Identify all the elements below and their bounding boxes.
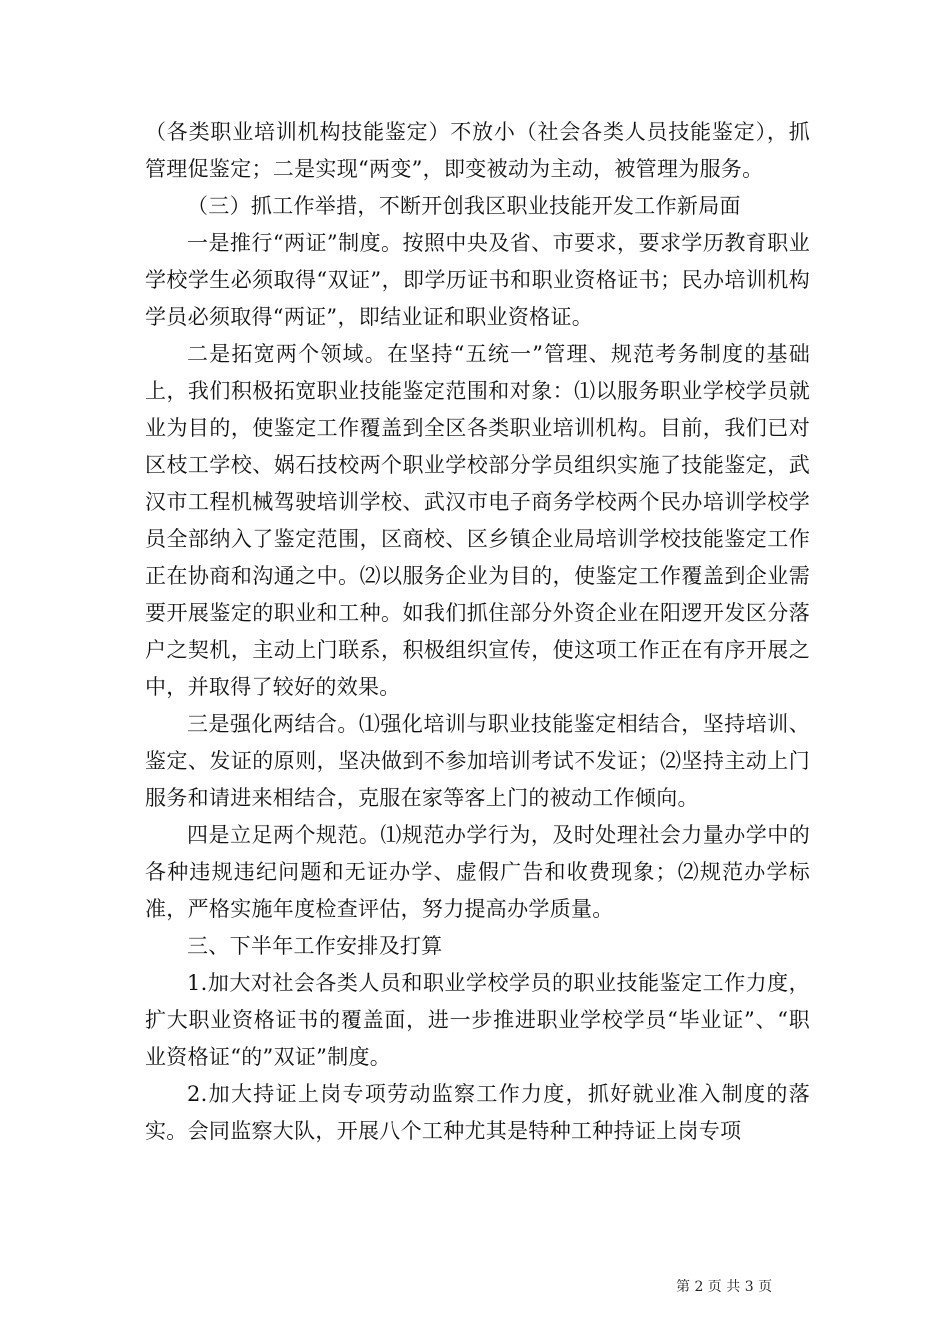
paragraph-two-standards: 四是立足两个规范。⑴规范办学行为，及时处理社会力量办学中的各种违规违纪问题和无证办学、虚假广告和收费现象；⑵规范办学标准，严格实施年度检查评估，努力提高办学质量。 bbox=[145, 823, 810, 921]
paragraph-1: （各类职业培训机构技能鉴定）不放小（社会各类人员技能鉴定），抓管理促鉴定；二是实现“两变”，即变被动为主动，被管理为服务。 bbox=[145, 120, 810, 181]
section-heading-plans: 三、下半年工作安排及打算 bbox=[187, 934, 443, 958]
plan-item-2: 2.加大持证上岗专项劳动监察工作力度，抓好就业准入制度的落实。会同监察大队，开展八个工种尤其是特种工种持证上岗专项 bbox=[145, 1082, 810, 1143]
paragraph-two-certificates: 一是推行“两证”制度。按照中央及省、市要求，要求学历教育职业学校学生必须取得“双证”，即学历证书和职业资格证书；民办培训机构学员必须取得“两证”，即结业证和职业资格证。 bbox=[145, 231, 810, 329]
paragraph-two-fields: 二是拓宽两个领域。在坚持“五统一”管理、规范考务制度的基础上，我们积极拓宽职业技能鉴定范围和对象：⑴以服务职业学校学员就业为目的，使鉴定工作覆盖到全区各类职业培训机构。目前，我们已对区枝工学校、娲石技校两个职业学校部分学员组织实施了技能鉴定，武汉市工程机械驾驶培训学校、武汉市电子商务学校两个民办培训学校学员全部纳入了鉴定范围，区商校、区乡镇企业局培训学校技能鉴定工作正在协商和沟通之中。⑵以服务企业为目的，使鉴定工作覆盖到企业需要开展鉴定的职业和工种。如我们抓住部分外资企业在阳逻开发区分落户之契机，主动上门联系，积极组织宣传，使这项工作正在有序开展之中，并取得了较好的效果。 bbox=[145, 342, 810, 699]
paragraph-two-combinations: 三是强化两结合。⑴强化培训与职业技能鉴定相结合，坚持培训、鉴定、发证的原则，坚决做到不参加培训考试不发证；⑵坚持主动上门服务和请进来相结合，克服在家等客上门的被动工作倾向。 bbox=[145, 712, 810, 810]
plan-item-1: 1.加大对社会各类人员和职业学校学员的职业技能鉴定工作力度，扩大职业资格证书的覆盖面，进一步推进职业学校学员“毕业证”、“职业资格证“的”双证”制度。 bbox=[145, 971, 810, 1069]
page-number-footer: 第 2 页 共 3 页 bbox=[676, 1279, 773, 1295]
paragraph-section-heading-3: （三）抓工作举措，不断开创我区职业技能开发工作新局面 bbox=[187, 194, 741, 218]
document-body bbox=[145, 114, 810, 1150]
